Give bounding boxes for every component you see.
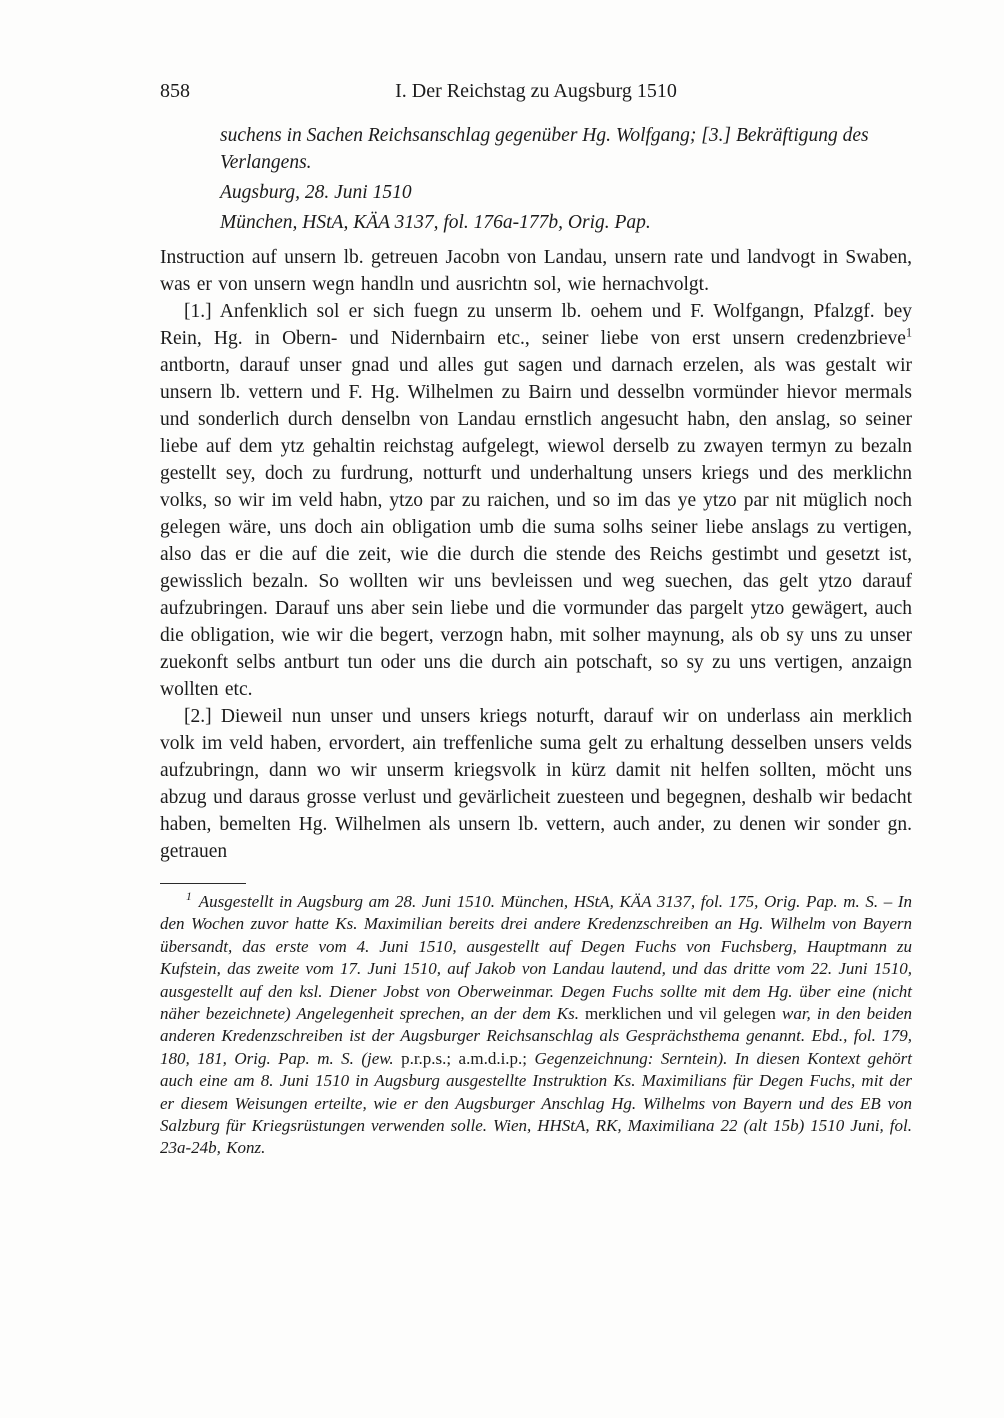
footnote-1 — [160, 891, 912, 1160]
footnote-1-text-end: Gegenzeichnung: Serntein). In diesen Kontext gehört auch eine am 8. Juni 1510 in Augsburg ausgestellte Instruktion Ks. Maximilians für Degen Fuchs, mit der er diesem Weisungen erteilte, wie er den Augsburger Anschlag Hg. Wilhelms von Bayern und des EB von Salzburg für Kriegsrüstungen verwenden solle. Wien, HHStA, RK, Maximiliana 22 (alt 15b) 1510 Juni, fol. 23a-24b, Konz. — [160, 1048, 912, 1158]
body-paragraph-1 — [160, 298, 912, 703]
document-body — [160, 244, 912, 865]
document-head — [220, 122, 912, 236]
footnote-1-text-cont: war, in den beiden anderen Kredenzschreiben ist der Augsburger Reichsanschlag als Gesprächsthema genannt. Ebd., fol. 179, 180, 181, Orig. Pap. m. S. (jew. — [160, 1004, 912, 1068]
archive-source-line: München, HStA, KÄA 3137, fol. 176a-177b, Orig. Pap. — [220, 212, 651, 233]
body-paragraph-1-text: [1.] Anfenklich sol er sich fuegn zu unserm lb. oehem und F. Wolfgangn, Pfalzgf. bey Rein, Hg. in Obern- und Nidernbairn etc., seiner liebe von erst unsern credenzbrieve — [160, 301, 912, 349]
footnote-1-quoted-phrase: merklichen und vil gelegen — [585, 1004, 776, 1024]
footnote-1-abbreviations: p.r.p.s.; a.m.d.i.p.; — [401, 1048, 528, 1068]
running-head: I. Der Reichstag zu Augsburg 1510 — [395, 80, 677, 102]
page-header — [160, 80, 912, 106]
body-paragraph-intro: Instruction auf unsern lb. getreuen Jacobn von Landau, unsern rate und landvogt in Swaben, was er von unsern wegn handln und ausrichtn sol, wie hernachvolgt. — [160, 247, 912, 295]
body-paragraph-2: [2.] Dieweil nun unser und unsers kriegs noturft, darauf wir on underlass ain merklich volk im veld haben, ervordert, ain treffenliche suma gelt zu erhaltung desselben unsers velds aufzubringn, dann wo wir unserm kriegsvolk in kürz damit nit helfen sollten, möcht uns abzug und daraus grosse verlust und gevärlicheit zuesteen und begegnen, deshalb wir bedacht haben, bemelten Hg. Wilhelmen als unsern lb. vettern, auch ander, zu denen wir sonder gn. getrauen — [160, 706, 912, 862]
page-number: 858 — [160, 80, 190, 102]
summary-line: suchens in Sachen Reichsanschlag gegenüber Hg. Wolfgang; [3.] Bekräftigung des Verlangens. — [220, 125, 869, 173]
footnote-block — [160, 891, 912, 1160]
footnote-1-text: Ausgestellt in Augsburg am 28. Juni 1510. München, HStA, KÄA 3137, fol. 175, Orig. Pap. m. S. – In den Wochen zuvor hatte Ks. Maximilian bereits drei andere Kredenzschreiben an Hg. Wilhelm von Bayern übersandt, das erste vom 4. Juni 1510, ausgestellt auf Degen Fuchs von Fuchsberg, Hauptmann zu Kufstein, das zweite vom 17. Juni 1510, auf Jakob von Landau lautend, und das dritte vom 22. Juni 1510, ausgestellt auf den ksl. Diener Jobst von Oberweinmar. Degen Fuchs sollte mit dem Hg. über eine (nicht näher bezeichnete) Angelegenheit sprechen, an der dem Ks. — [160, 892, 912, 1024]
dateline: Augsburg, 28. Juni 1510 — [220, 182, 412, 203]
footnote-separator-rule — [160, 883, 246, 884]
footnote-1-marker: 1 — [186, 890, 192, 904]
footnote-reference-1: 1 — [905, 325, 912, 340]
body-paragraph-1-text-cont: antbortn, darauf unser gnad und alles gut sagen und darnach erzelen, als was gestalt wir unsern lb. vettern und F. Hg. Wilhelmen zu Bairn und desselbn vormünder hievor mermals und sonderlich durch denselbn von Landau ernstlich angesucht habn, den anslag, so seiner liebe auf dem ytz gehaltin reichstag aufgelegt, wiewol derselb zu zwayen termyn zu bezaln gestellt sey, doch zu furdrung, notturft und underhaltung unsers kriegs und des merklichn volks, so wir im veld habn, ytzo par zu raichen, und so im das ye ytzo par nit müglich noch gelegen wäre, uns doch ain obligation umb die suma solhs seiner liebe anslags zu vertigen, also das er die auf die zeit, wie die durch die stende des Reichs gestimbt und gesetzt ist, gewisslich bezaln. So wollten wir uns bevleissen und weg suechen, das gelt ytzo darauf aufzubringen. Darauf uns aber sein liebe und die vormunder das pargelt ytzo gewägert, auch die obligation, wie wir die begert, verzogn habn, mit solher maynung, als ob sy uns zu unser zuekonft selbs antburt tun oder uns die durch ain potschaft, so sy zu uns vertigen, anzaign wollten etc. — [160, 355, 912, 700]
text-column — [160, 80, 912, 1160]
